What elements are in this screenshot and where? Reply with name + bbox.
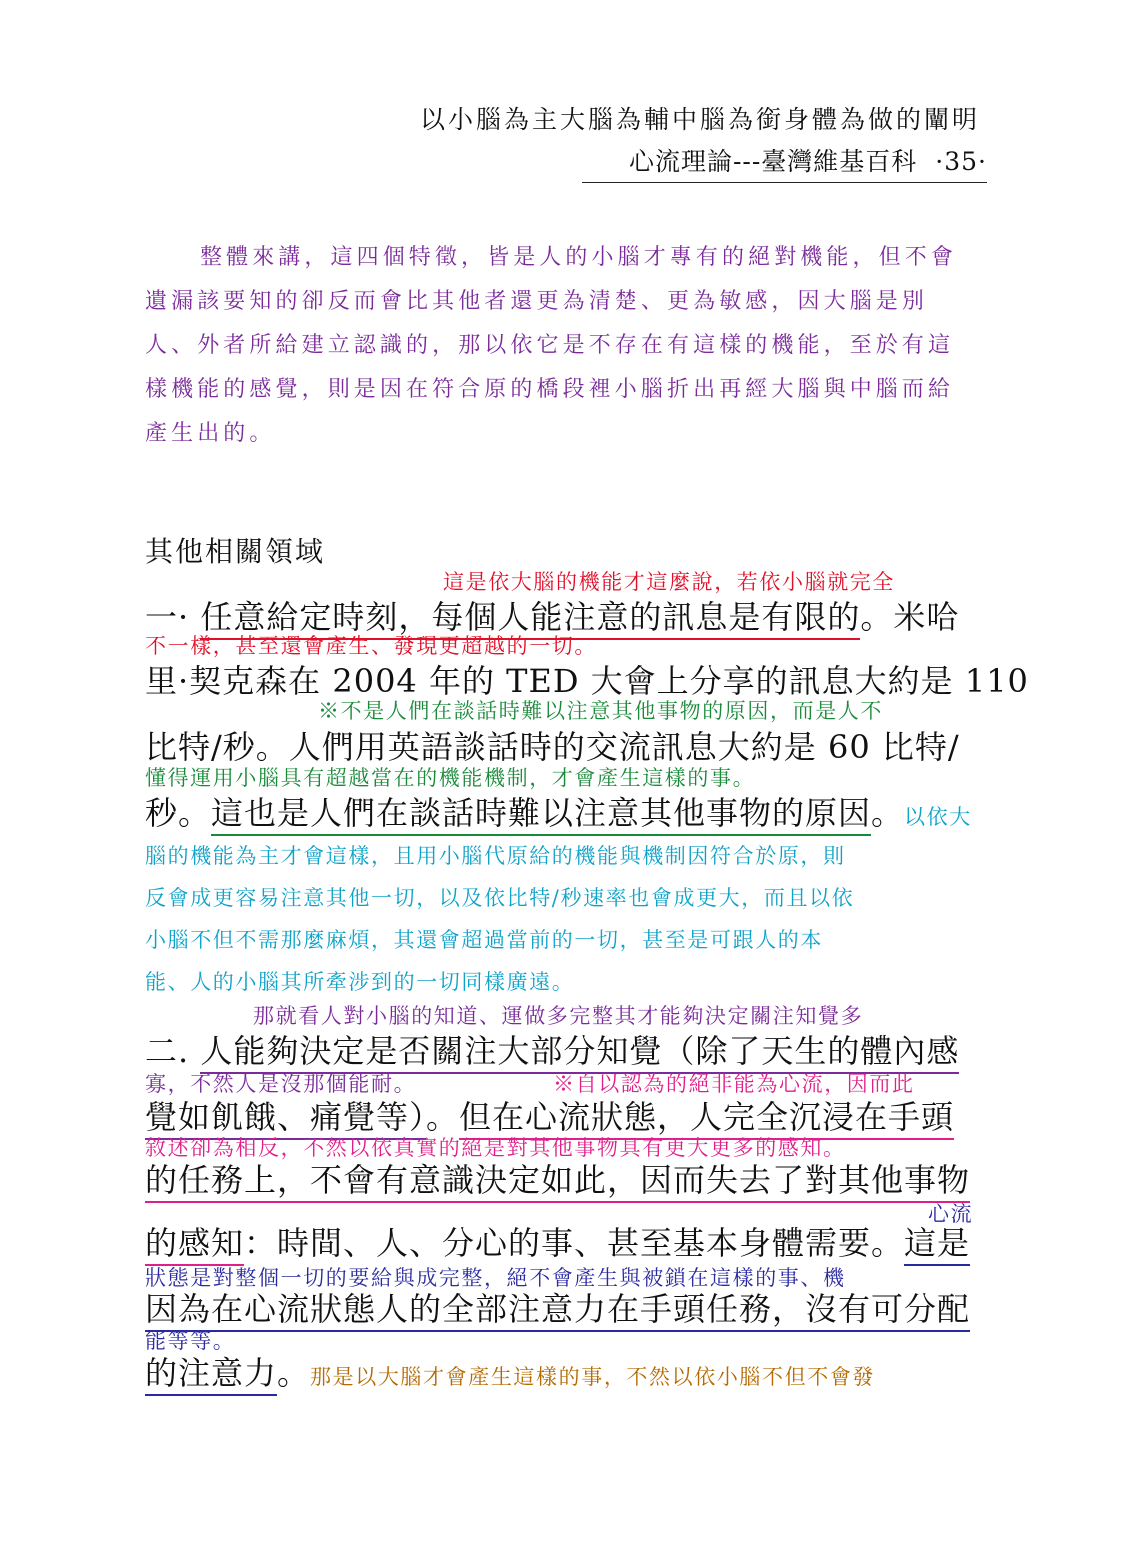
underlined-text: 因為在心流狀態人的全部注意力在手頭任務，沒有可分配 bbox=[145, 1290, 970, 1332]
header-title: 以小腦為主大腦為輔中腦為銜身體為做的闡明 bbox=[419, 105, 980, 134]
annotation-cyan-line: 反會成更容易注意其他一切，以及依比特/秒速率也會成更大，而且以依 bbox=[145, 886, 855, 910]
header-subtitle bbox=[582, 142, 987, 183]
paragraph-line: 產生出的。 bbox=[145, 421, 276, 446]
annotation-green-2: 懂得運用小腦具有超越當在的機能機制，才會產生這樣的事。 bbox=[145, 766, 756, 790]
annotation-cyan-line: 小腦不但不需那麼麻煩，其還會超過當前的一切，甚至是可跟人的本 bbox=[145, 928, 823, 952]
annotation-brown: 那是以大腦才會產生這樣的事，不然以依小腦不但不會發 bbox=[310, 1365, 876, 1389]
text-segment: 秒。 bbox=[145, 794, 212, 832]
main-line-8 bbox=[145, 1218, 970, 1264]
annotation-purple-2: 寡，不然人是沒那個能耐。 bbox=[145, 1072, 417, 1096]
main-line-10 bbox=[145, 1348, 875, 1394]
underlined-text: 但在心流狀態，人完全沉浸在手頭 bbox=[459, 1098, 954, 1140]
annotation-magenta-1: ※自以認為的絕非能為心流，因而此 bbox=[553, 1072, 915, 1096]
main-line-7 bbox=[145, 1155, 970, 1201]
annotation-magenta-2: 敘述卻為相反，不然以依真實的絕是對其他事物具有更大更多的感知。 bbox=[145, 1136, 846, 1160]
annotation-cyan-start: 以依大 bbox=[904, 805, 972, 829]
section-title: 其他相關領域 bbox=[145, 535, 326, 568]
text-segment: ：時間、人、分心的事、甚至基本身體需要。 bbox=[244, 1224, 905, 1262]
underlined-text: 任意給定時刻，每個人能注意的訊息是有限的 bbox=[200, 598, 860, 640]
paragraph-line: 人、外者所給建立認識的，那以依它是不存在有這樣的機能，至於有這 bbox=[145, 333, 955, 358]
paragraph-line: 遺漏該要知的卻反而會比其他者還更為清楚、更為敏感，因大腦是別 bbox=[145, 289, 929, 314]
annotation-green-1: ※不是人們在談話時難以注意其他事物的原因，而是人不 bbox=[318, 699, 883, 723]
annotation-navy-3: 能等等。 bbox=[145, 1329, 236, 1353]
item-number: 二. bbox=[145, 1032, 201, 1070]
main-line-4 bbox=[145, 788, 972, 834]
text-segment: 。 bbox=[426, 1098, 460, 1136]
underlined-text: 的感知 bbox=[145, 1224, 244, 1266]
page-number: ·35· bbox=[935, 147, 987, 176]
underlined-text: 這是 bbox=[904, 1224, 970, 1266]
main-line-3: 比特/秒。人們用英語談話時的交流訊息大約是 60 比特/ bbox=[145, 728, 960, 766]
text-segment: 。 bbox=[277, 1354, 311, 1392]
underlined-text: 的注意力 bbox=[145, 1354, 277, 1396]
annotation-purple-1: 那就看人對小腦的知道、運做多完整其才能夠決定關注知覺多 bbox=[253, 1004, 864, 1028]
item-number: 一· bbox=[145, 598, 201, 636]
text-segment: 。 bbox=[871, 794, 905, 832]
annotation-cyan-line: 腦的機能為主才會這樣，且用小腦代原給的機能與機制因符合於原，則 bbox=[145, 844, 846, 868]
annotation-navy-2: 狀態是對整個一切的要給與成完整，絕不會產生與被鎖在這樣的事、機 bbox=[145, 1266, 846, 1290]
intro-paragraph bbox=[145, 236, 990, 456]
underlined-text: 這也是人們在談話時難以注意其他事物的原因 bbox=[211, 794, 871, 836]
annotation-red-1: 這是依大腦的機能才這麼說，若依小腦就完全 bbox=[443, 570, 895, 594]
underlined-text: 的任務上，不會有意識決定如此，因而失去了對其他事物 bbox=[145, 1161, 970, 1203]
paragraph-line: 整體來講，這四個特徵，皆是人的小腦才專有的絕對機能，但不會 bbox=[200, 245, 957, 270]
annotation-cyan-line: 能、人的小腦其所牽涉到的一切同樣廣遠。 bbox=[145, 970, 575, 994]
main-line-5 bbox=[145, 1026, 959, 1072]
annotation-navy-1: 心流 bbox=[928, 1202, 974, 1226]
underlined-text: 人能夠決定是否關注大部分知覺（除了天生的體內感 bbox=[200, 1032, 959, 1074]
text-segment: 。米哈 bbox=[860, 598, 960, 636]
paragraph-line: 樣機能的感覺，則是因在符合原的橋段裡小腦折出再經大腦與中腦而給 bbox=[145, 377, 955, 402]
header-source: 心流理論---臺灣維基百科 bbox=[628, 147, 918, 176]
annotation-red-2: 不一樣，甚至還會產生、發現更超越的一切。 bbox=[145, 634, 597, 658]
underlined-text: 覺如飢餓、痛覺等） bbox=[145, 1098, 426, 1140]
main-line-9 bbox=[145, 1284, 970, 1330]
main-line-2: 里·契克森在 2004 年的 TED 大會上分享的訊息大約是 110 bbox=[145, 662, 1029, 700]
